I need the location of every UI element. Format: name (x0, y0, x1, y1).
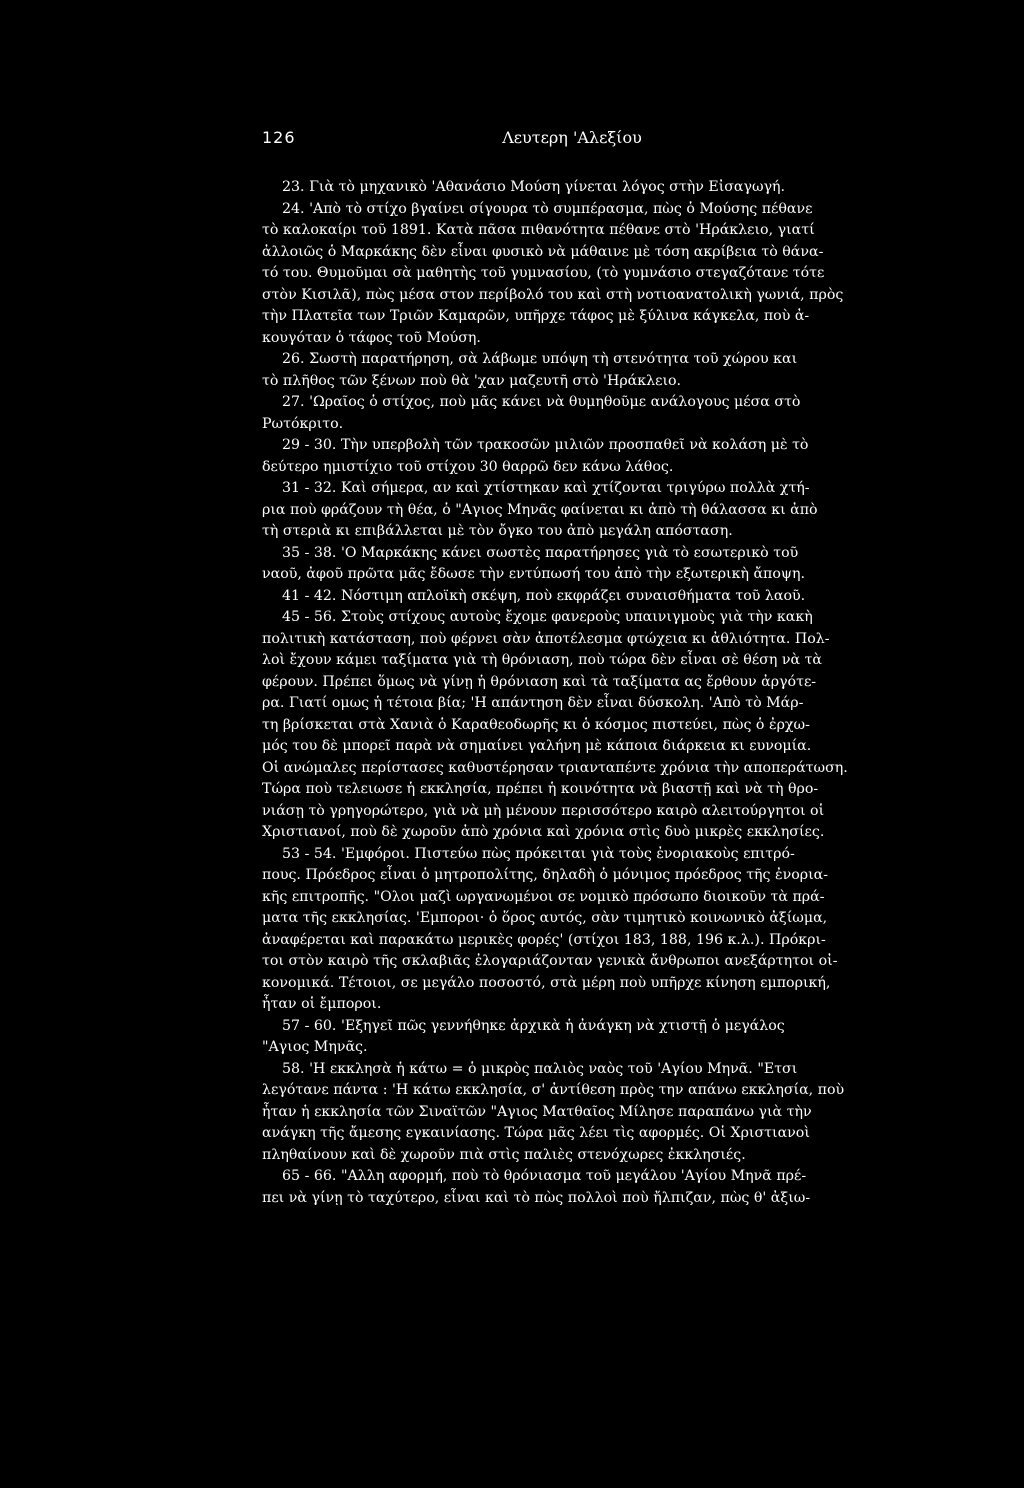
text-line: ναοῦ, ἀφοῦ πρῶτα μᾶς ἔδωσε τὴν εντύπωσή του ἀπὸ τὴν εξωτερικὴ ἄποψη. (262, 566, 806, 582)
text-line: μός του δὲ μπορεῖ παρὰ νὰ σημαίνει γαλήνη μὲ κάποια διάρκεια κι ευνομία. (262, 738, 812, 754)
text-line: Οἱ ανώμαλες περίστασες καθυστέρησαν τριανταπέντε χρόνια τὴν αποπεράτωση. (262, 759, 848, 776)
text-line: ἀναφέρεται καὶ παρακάτω μερικὲς φορές' (στίχοι 183, 188, 196 κ.λ.). Πρόκρι- (262, 931, 826, 948)
text-line: πληθαίνουν καὶ δὲ χωροῦν πιὰ στὶς παλιὲς στενόχωρες ἐκκλησιές. (262, 1146, 746, 1163)
text-line: τὸ καλοκαίρι τοῦ 1891. Κατὰ πᾶσα πιθανότητα πέθανε στὸ 'Ηράκλειο, γιατί (262, 222, 815, 238)
text-line: "Αγιος Μηνᾶς. (262, 1039, 368, 1055)
text-line: τὴν Πλατεῖα των Τριῶν Καμαρῶν, υπῆρχε τάφος μὲ ξύλινα κάγκελα, ποὺ ἀ- (262, 308, 810, 324)
text-line: Τώρα ποὺ τελειωσε ἡ εκκλησία, πρέπει ἡ κοινότητα νὰ βιαστῇ καὶ νὰ τὴ θρο- (262, 781, 819, 797)
text-line: Ρωτόκριτο. (262, 415, 344, 432)
text-line: τὴ στεριὰ κι επιβάλλεται μὲ τὸν ὄγκο του ἀπὸ μεγάλη απόσταση. (262, 523, 733, 539)
text-line: 57 - 60. 'Εξηγεῖ πῶς γεννήθηκε ἀρχικὰ ἡ ἀνάγκη νὰ χτιστῇ ὁ μεγάλος (282, 1017, 785, 1034)
text-line: 31 - 32. Καὶ σήμερα, αν καὶ χτίστηκαν καὶ χτίζονται τριγύρω πολλὰ χτή- (282, 480, 810, 496)
text-line: τη βρίσκεται στὰ Χανιὰ ὁ Καραθεοδωρῆς κι ὁ κόσμος πιστεύει, πὼς ὁ ἐρχω- (262, 716, 810, 733)
text-line: κουγόταν ὁ τάφος τοῦ Μούση. (262, 329, 481, 346)
text-line: 23. Γιὰ τὸ μηχανικὸ 'Αθανάσιο Μούση γίνεται λόγος στὴν Εἰσαγωγή. (282, 179, 786, 195)
text-line: ἦταν ἡ εκκλησία τῶν Σιναϊτῶν "Αγιος Ματθαῖος Μίλησε παραπάνω γιὰ τὴν (262, 1103, 812, 1120)
text-line: δεύτερο ημιστίχιο τοῦ στίχου 30 θαρρῶ δεν κάνω λάθος. (262, 458, 674, 475)
text-line: 24. 'Απὸ τὸ στίχο βγαίνει σίγουρα τὸ συμπέρασμα, πὼς ὁ Μούσης πέθανε (282, 200, 813, 217)
text-line: κονομικά. Τέτοιοι, σε μεγάλο ποσοστό, στὰ μέρη ποὺ υπῆρχε κίνηση εμπορική, (262, 974, 831, 991)
text-line: 65 - 66. "Αλλη αφορμή, ποὺ τὸ θρόνιασμα τοῦ μεγάλου 'Αγίου Μηνᾶ πρέ- (282, 1168, 807, 1184)
text-line: 26. Σωστὴ παρατήρηση, σὰ λάβωμε υπόψη τὴ στενότητα τοῦ χώρου και (282, 351, 798, 367)
page-header (262, 124, 882, 158)
text-line: τό του. Θυμοῦμαι σὰ μαθητὴς τοῦ γυμνασίου, (τὸ γυμνάσιο στεγαζότανε τότε (262, 265, 825, 281)
text-line: 27. 'Ωραῖος ὁ στίχος, ποὺ μᾶς κάνει νὰ θυμηθοῦμε ανάλογους μέσα στὸ (282, 394, 801, 410)
text-line: λεγότανε πάντα : 'Η κάτω εκκλησία, σ' ἀντίθεση πρὸς την απάνω εκκλησία, ποὺ (262, 1082, 845, 1098)
page-number: 126 (262, 128, 296, 147)
text-line: τὸ πλῆθος τῶν ξένων ποὺ θὰ 'χαν μαζευτῆ στὸ 'Ηράκλειο. (262, 372, 682, 389)
text-line: φέρουν. Πρέπει ὅμως νὰ γίνῃ ἡ θρόνιαση καὶ τὰ ταξίματα ας ἔρθουν ἀργότε- (262, 673, 817, 690)
commentary-text (262, 177, 882, 1209)
text-line: ρια ποὺ φράζουν τὴ θέα, ὁ "Αγιος Μηνᾶς φαίνεται κι ἀπὸ τὴ θάλασσα κι ἀπὸ (262, 501, 818, 518)
running-title: Λευτερη 'Αλεξίου (502, 128, 642, 147)
text-line: πους. Πρόεδρος εἶναι ὁ μητροπολίτης, δηλαδὴ ὁ μόνιμος πρόεδρος τῆς ἐνορια- (262, 867, 829, 883)
text-line: 41 - 42. Νόστιμη απλοϊκὴ σκέψη, ποὺ εκφράζει συναισθήματα τοῦ λαοῦ. (282, 587, 806, 604)
text-line: ρα. Γιατί ομως ἡ τέτοια βία; 'Η απάντηση δὲν εἶναι δύσκολη. 'Απὸ τὸ Μάρ- (262, 695, 804, 711)
text-line: στὸν Κισιλᾶ), πὼς μέσα στον περίβολό του καὶ στὴ νοτιοανατολικὴ γωνιά, πρὸς (262, 286, 844, 303)
text-line: ἀλλοιῶς ὁ Μαρκάκης δὲν εἶναι φυσικὸ νὰ μάθαινε μὲ τόση ακρίβεια τὸ θάνα- (262, 243, 824, 260)
text-line: πολιτικὴ κατάσταση, ποὺ φέρνει σὰν ἀποτέλεσμα φτώχεια κι ἀθλιότητα. Πολ- (262, 630, 830, 647)
text-line: ματα τῆς εκκλησίας. 'Εμποροι· ὁ ὅρος αυτός, σὰν τιμητικὸ κοινωνικὸ ἀξίωμα, (262, 910, 828, 926)
text-line: ἦταν οἱ ἔμποροι. (262, 996, 382, 1012)
text-line: 35 - 38. 'Ο Μαρκάκης κάνει σωστὲς παρατήρησες γιὰ τὸ εσωτερικὸ τοῦ (282, 544, 799, 561)
text-line: νιάσῃ τὸ γρηγορώτερο, γιὰ νὰ μὴ μένουν περισσότερο καιρὸ αλειτούργητοι οἱ (262, 802, 825, 819)
text-line: 53 - 54. 'Εμφόροι. Πιστεύω πὼς πρόκειται γιὰ τοὺς ἐνοριακοὺς επιτρό- (282, 845, 795, 862)
text-line: 29 - 30. Τὴν υπερβολὴ τῶν τρακοσῶν μιλιῶν προσπαθεῖ νὰ κολάση μὲ τὸ (282, 437, 809, 453)
text-line: 45 - 56. Στοὺς στίχους αυτοὺς ἔχομε φανεροὺς υπαινιγμοὺς γιὰ τὴν κακὴ (282, 609, 813, 625)
text-line: πει νὰ γίνῃ τὸ ταχύτερο, εἶναι καὶ τὸ πὼς πολλοὶ ποὺ ἤλπιζαν, πὼς θ' ἀξιω- (262, 1189, 811, 1206)
text-line: τοι στὸν καιρὸ τῆς σκλαβιᾶς ἐλογαριάζονταν γενικὰ ἄνθρωποι ανεξάρτητοι οἰ- (262, 953, 838, 969)
text-line: λοὶ ἔχουν κάμει ταξίματα γιὰ τὴ θρόνιαση, ποὺ τώρα δὲν εἶναι σὲ θέση νὰ τὰ (262, 652, 823, 668)
text-line: Χριστιανοί, ποὺ δὲ χωροῦν ἀπὸ χρόνια καὶ χρόνια στὶς δυὸ μικρὲς εκκλησίες. (262, 824, 825, 840)
text-line: 58. 'Η εκκλησὰ ἡ κάτω = ὁ μικρὸς παλιὸς ναὸς τοῦ 'Αγίου Μηνᾶ. "Ετσι (282, 1060, 798, 1077)
text-line: ανάγκη τῆς ἄμεσης εγκαινίασης. Τώρα μᾶς λέει τὶς αφορμές. Οἱ Χριστιανοὶ (262, 1125, 810, 1141)
text-line: κῆς επιτροπῆς. "Ολοι μαζὶ ωργανωμένοι σε νομικὸ πρόσωπο διοικοῦν τὰ πρά- (262, 888, 825, 905)
